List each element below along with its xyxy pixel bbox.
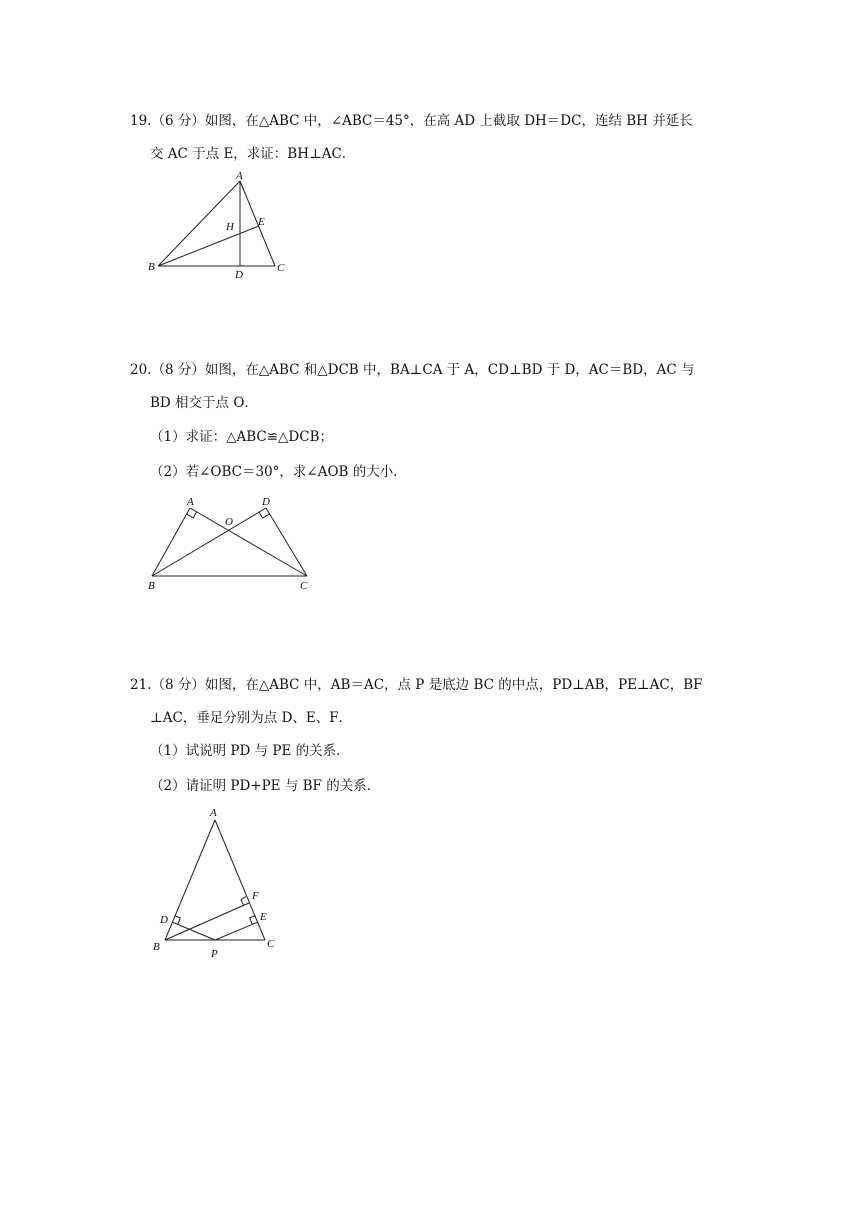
p20-right-angle-a xyxy=(187,512,197,518)
p21-line-3: （1）试说明 PD 与 PE 的关系． xyxy=(150,743,350,759)
p19-label-b: B xyxy=(148,261,155,273)
p19-label-c: C xyxy=(277,262,285,274)
p20-segment-dc xyxy=(266,508,307,576)
p21-label-a: A xyxy=(210,807,217,819)
p21-line-4: （2）请证明 PD+PE 与 BF 的关系． xyxy=(150,778,381,794)
p21-segment-pd xyxy=(172,922,215,940)
p19-figure xyxy=(140,170,300,285)
p21-label-d: D xyxy=(160,914,168,926)
p20-label-a: A xyxy=(187,496,194,508)
p21-segment-pe xyxy=(215,922,258,940)
p20-right-angle-d xyxy=(259,512,270,518)
p21-label-e: E xyxy=(260,911,267,923)
p21-label-p: P xyxy=(211,948,218,960)
p21-figure xyxy=(145,800,295,965)
p19-line-2: 交 AC 于点 E，求证：BH⊥AC． xyxy=(150,146,356,162)
p21-line-1: 21.（8 分）如图，在△ABC 中，AB＝AC，点 P 是底边 BC 的中点，PD⊥AB，PE⊥AC，BF xyxy=(130,677,703,693)
p21-line-2: ⊥AC，垂足分别为点 D、E、F． xyxy=(150,710,353,726)
p21-label-c: C xyxy=(267,938,275,950)
p20-label-d: D xyxy=(262,496,270,508)
p21-label-f: F xyxy=(252,890,259,902)
p20-label-o: O xyxy=(225,516,233,528)
p20-line-2: BD 相交于点 O． xyxy=(150,395,258,411)
p20-line-1: 20.（8 分）如图，在△ABC 和△DCB 中，BA⊥CA 于 A，CD⊥BD 于 D，AC＝BD，AC 与 xyxy=(130,362,695,378)
p21-label-b: B xyxy=(153,941,160,953)
p19-label-h: H xyxy=(226,221,234,233)
p20-line-3: （1）求证：△ABC≌△DCB； xyxy=(150,429,333,445)
p19-line-1: 19.（6 分）如图，在△ABC 中，∠ABC＝45°，在高 AD 上截取 DH＝DC，连结 BH 并延长 xyxy=(130,113,693,129)
p20-figure xyxy=(140,490,330,600)
p19-label-a: A xyxy=(236,170,243,182)
p20-line-4: （2）若∠OBC＝30°，求∠AOB 的大小． xyxy=(150,464,407,480)
p20-segment-ba xyxy=(152,508,190,576)
p20-label-c: C xyxy=(300,580,308,592)
p20-label-b: B xyxy=(148,580,155,592)
p19-label-d: D xyxy=(235,269,243,281)
p19-label-e: E xyxy=(258,216,265,228)
p19-segment-be xyxy=(158,226,259,266)
